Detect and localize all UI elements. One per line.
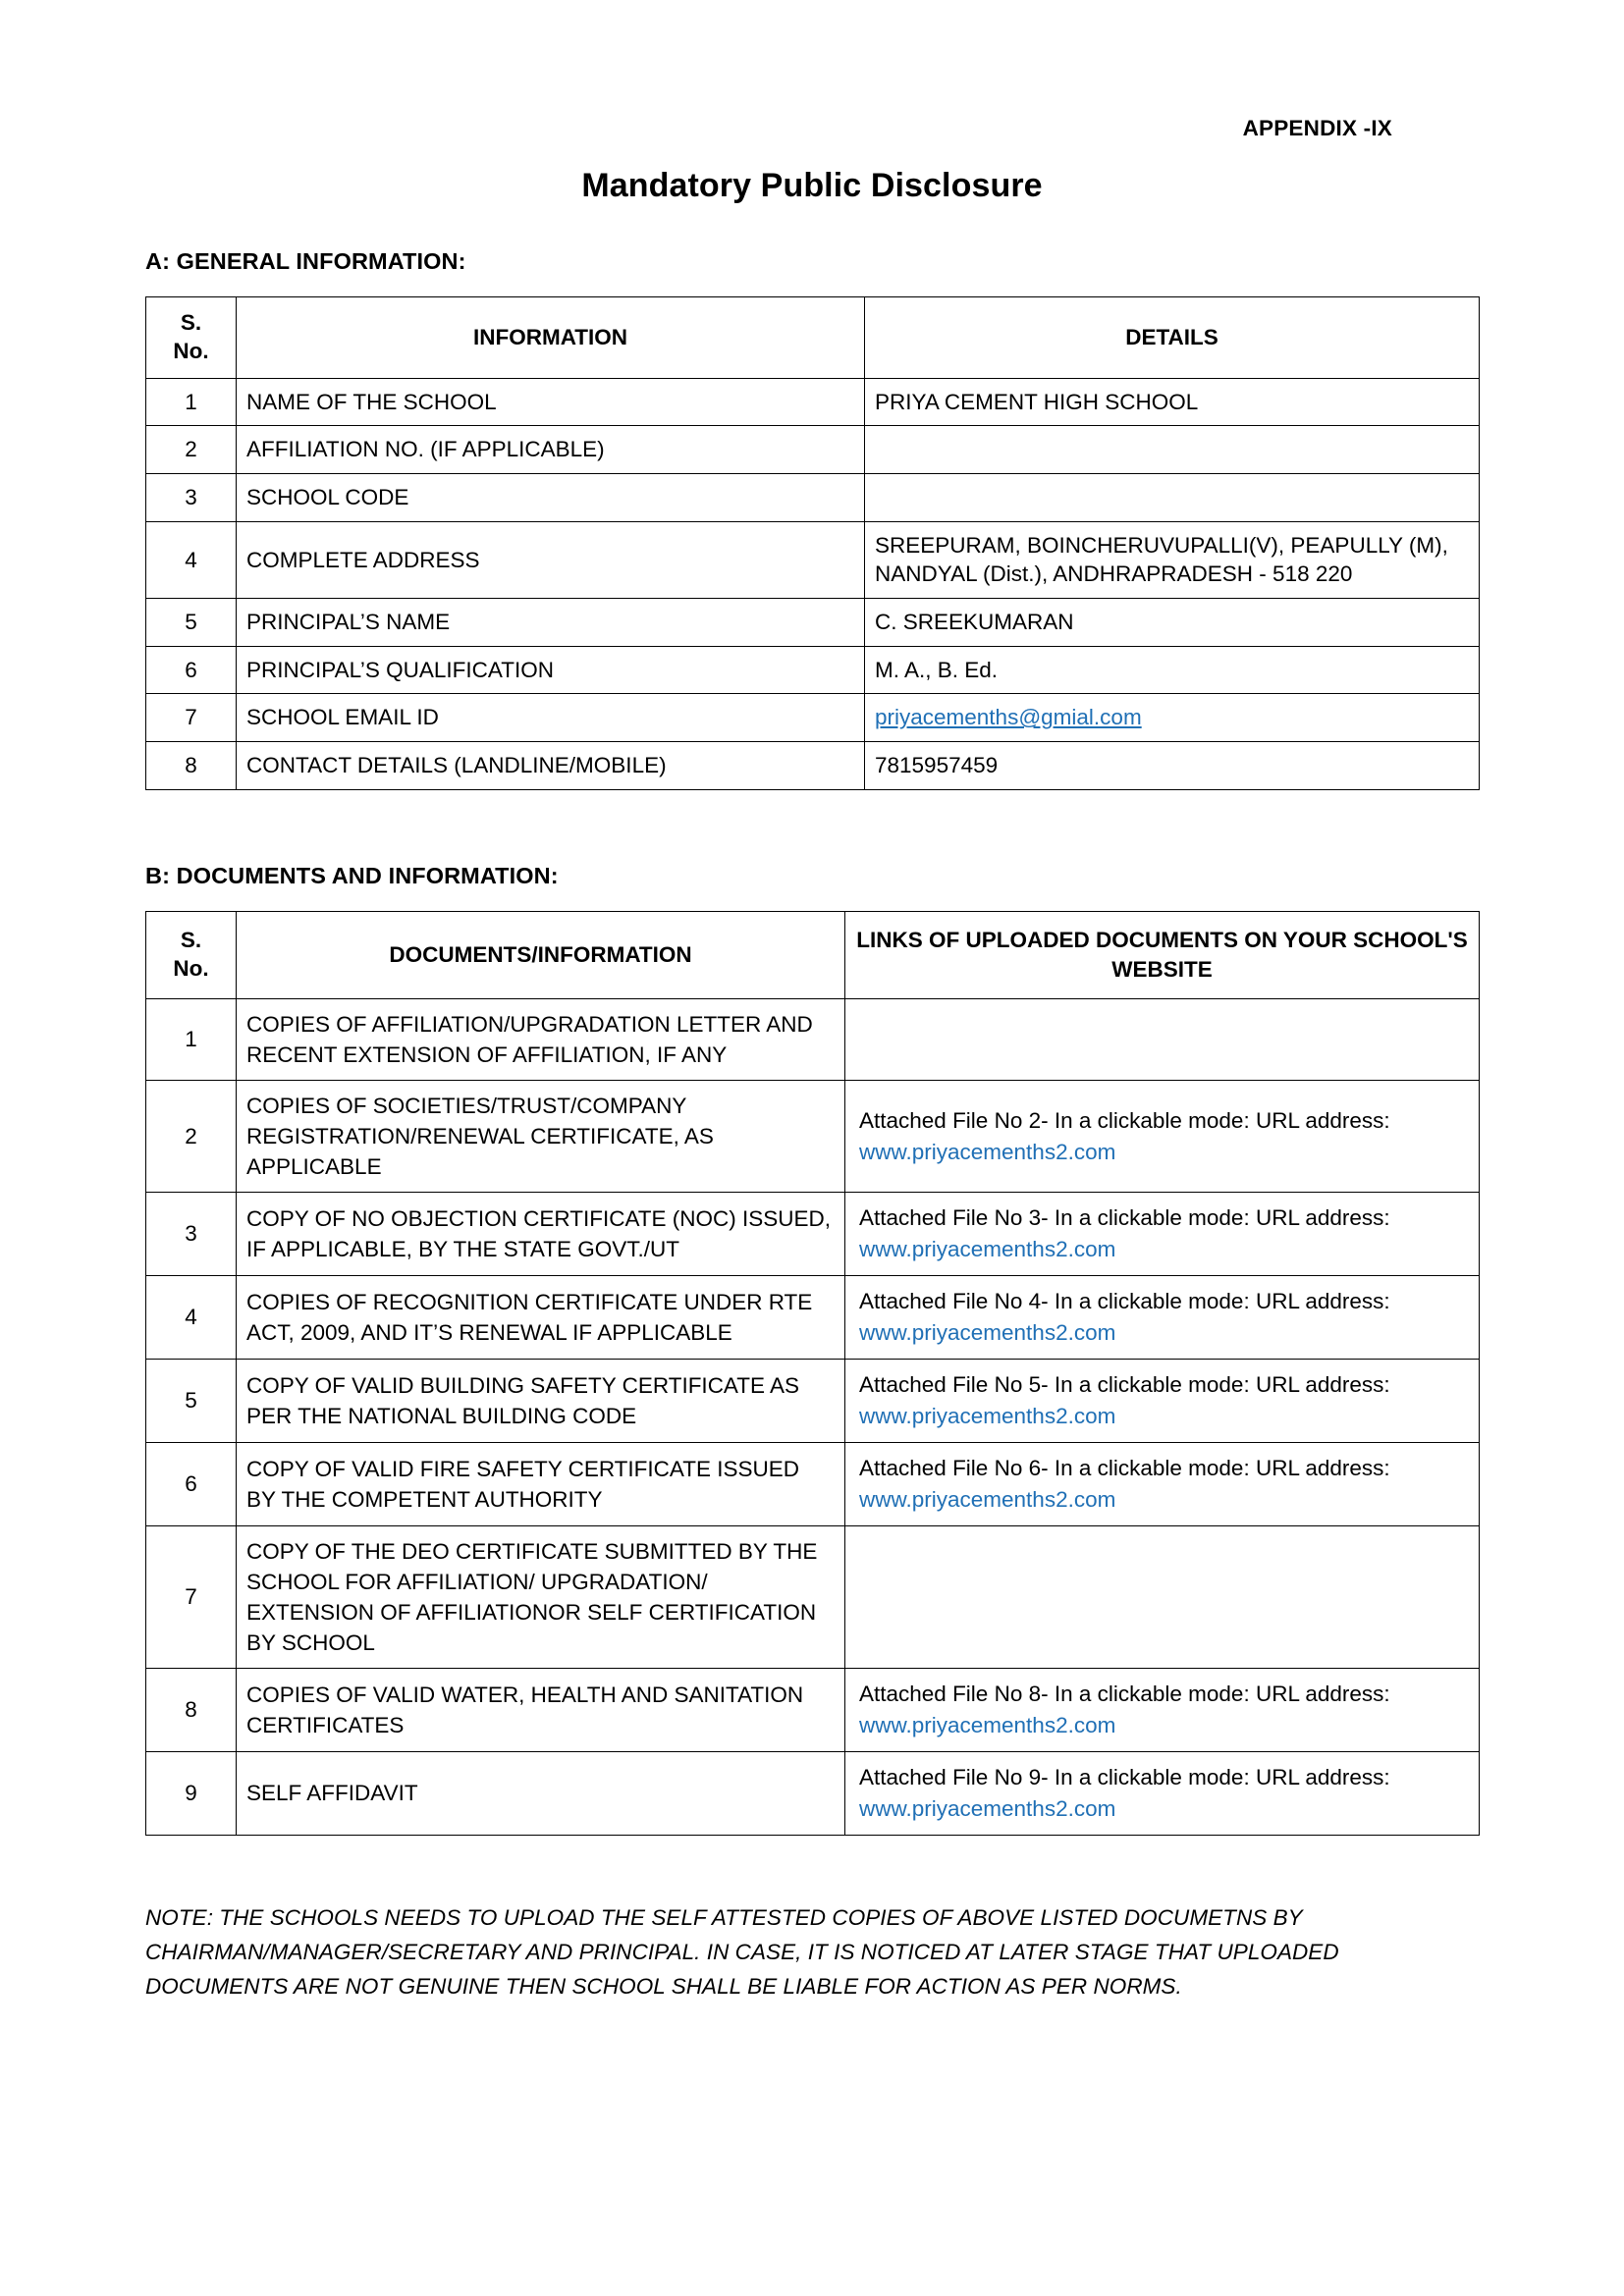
row-serial-number: 8 [146,742,237,790]
row-serial-number: 7 [146,1525,237,1668]
table-row [146,599,1480,647]
row-serial-number: 7 [146,694,237,742]
link-prefix-text: Attached File No 2- In a clickable mode: URL address: [859,1107,1390,1133]
column-header-details: DETAILS [865,297,1480,379]
documents-information-table [145,911,1480,1836]
row-uploaded-document-link [845,1442,1480,1525]
row-serial-number: 5 [146,1360,237,1443]
link-prefix-text: Attached File No 6- In a clickable mode: URL address: [859,1455,1390,1480]
document-url-link[interactable]: www.priyacemenths2.com [859,1712,1116,1737]
column-header-documents: DOCUMENTS/INFORMATION [237,911,845,998]
table-header-row [146,911,1480,998]
row-serial-number: 5 [146,599,237,647]
row-information: COMPLETE ADDRESS [237,521,865,598]
row-document-description: COPY OF NO OBJECTION CERTIFICATE (NOC) ISSUED, IF APPLICABLE, BY THE STATE GOVT./UT [237,1193,845,1276]
document-url-link[interactable]: www.priyacemenths2.com [859,1403,1116,1428]
row-document-description: COPY OF VALID BUILDING SAFETY CERTIFICATE AS PER THE NATIONAL BUILDING CODE [237,1360,845,1443]
row-serial-number: 3 [146,1193,237,1276]
document-url-link[interactable]: www.priyacemenths2.com [859,1486,1116,1512]
row-document-description: COPIES OF SOCIETIES/TRUST/COMPANY REGISTRATION/RENEWAL CERTIFICATE, AS APPLICABLE [237,1081,845,1193]
row-details [865,694,1480,742]
table-row [146,742,1480,790]
row-details [865,473,1480,521]
appendix-label: APPENDIX -IX [1242,116,1392,140]
link-prefix-text: Attached File No 3- In a clickable mode: URL address: [859,1205,1390,1231]
links-head-line1: LINKS OF UPLOADED DOCUMENTS ON YOUR [856,927,1347,952]
table-row [146,999,1480,1081]
row-serial-number: 3 [146,473,237,521]
row-document-description: SELF AFFIDAVIT [237,1751,845,1835]
document-url-link[interactable]: www.priyacemenths2.com [859,1320,1116,1346]
row-information: SCHOOL CODE [237,473,865,521]
table-row [146,473,1480,521]
table-row [146,426,1480,474]
table-row [146,1668,1480,1751]
table-header-row [146,297,1480,379]
documents-information-body [146,999,1480,1836]
row-information: NAME OF THE SCHOOL [237,378,865,426]
table-row [146,1525,1480,1668]
table-row [146,521,1480,598]
row-document-description: COPIES OF RECOGNITION CERTIFICATE UNDER RTE ACT, 2009, AND IT’S RENEWAL IF APPLICABLE [237,1276,845,1360]
row-details: M. A., B. Ed. [865,646,1480,694]
link-prefix-text: Attached File No 4- In a clickable mode: URL address: [859,1289,1390,1314]
row-serial-number: 9 [146,1751,237,1835]
column-header-information: INFORMATION [237,297,865,379]
row-document-description: COPIES OF AFFILIATION/UPGRADATION LETTER AND RECENT EXTENSION OF AFFILIATION, IF ANY [237,999,845,1081]
row-uploaded-document-link [845,1751,1480,1835]
row-document-description: COPY OF THE DEO CERTIFICATE SUBMITTED BY THE SCHOOL FOR AFFILIATION/ UPGRADATION/ EXTENSION OF AFFILIATIONOR SELF CERTIFICATION BY SCHOOL [237,1525,845,1668]
row-details: 7815957459 [865,742,1480,790]
note-text: NOTE: THE SCHOOLS NEEDS TO UPLOAD THE SELF ATTESTED COPIES OF ABOVE LISTED DOCUMETNS BY CHAIRMAN/MANAGER/SECRETARY AND PRINCIPAL. IN CASE, IT IS NOTICED AT LATER STAGE THAT UPLOADED DOCUMENTS ARE NOT GENUINE THEN SCHOOL SHALL BE LIABLE FOR ACTION AS PER NORMS. [145,1904,1339,1999]
row-serial-number: 4 [146,521,237,598]
table-row [146,378,1480,426]
row-uploaded-document-link [845,1525,1480,1668]
row-information: SCHOOL EMAIL ID [237,694,865,742]
link-prefix-text: Attached File No 5- In a clickable mode: URL address: [859,1372,1390,1398]
link-prefix-text: Attached File No 8- In a clickable mode: URL address: [859,1681,1390,1706]
row-uploaded-document-link [845,1668,1480,1751]
row-uploaded-document-link [845,1193,1480,1276]
links-head-line2: SCHOOL'S WEBSITE [1111,927,1468,982]
sno-head-line1: S. [180,310,202,335]
page-title: Mandatory Public Disclosure [581,167,1043,204]
row-details: SREEPURAM, BOINCHERUVUPALLI(V), PEAPULLY (M), NANDYAL (Dist.), ANDHRAPRADESH - 518 220 [865,521,1480,598]
row-uploaded-document-link [845,1360,1480,1443]
table-row [146,646,1480,694]
row-information: PRINCIPAL’S NAME [237,599,865,647]
general-information-table [145,296,1480,790]
row-serial-number: 1 [146,999,237,1081]
section-b-heading: B: DOCUMENTS AND INFORMATION: [145,862,559,888]
row-document-description: COPY OF VALID FIRE SAFETY CERTIFICATE ISSUED BY THE COMPETENT AUTHORITY [237,1442,845,1525]
row-serial-number: 6 [146,1442,237,1525]
general-information-body [146,378,1480,789]
row-information: PRINCIPAL’S QUALIFICATION [237,646,865,694]
row-serial-number: 6 [146,646,237,694]
table-row [146,694,1480,742]
table-row [146,1276,1480,1360]
table-row [146,1360,1480,1443]
section-a-heading: A: GENERAL INFORMATION: [145,248,466,274]
row-uploaded-document-link [845,1081,1480,1193]
row-details [865,426,1480,474]
table-row [146,1193,1480,1276]
table-row [146,1081,1480,1193]
document-url-link[interactable]: www.priyacemenths2.com [859,1237,1116,1262]
row-details: PRIYA CEMENT HIGH SCHOOL [865,378,1480,426]
row-serial-number: 1 [146,378,237,426]
table-row [146,1442,1480,1525]
table-row [146,1751,1480,1835]
row-uploaded-document-link [845,999,1480,1081]
column-header-links [845,911,1480,998]
document-url-link[interactable]: www.priyacemenths2.com [859,1795,1116,1821]
row-information: CONTACT DETAILS (LANDLINE/MOBILE) [237,742,865,790]
row-serial-number: 4 [146,1276,237,1360]
row-serial-number: 2 [146,1081,237,1193]
sno-head-line2: No. [173,338,209,363]
row-information: AFFILIATION NO. (IF APPLICABLE) [237,426,865,474]
row-serial-number: 8 [146,1668,237,1751]
row-document-description: COPIES OF VALID WATER, HEALTH AND SANITATION CERTIFICATES [237,1668,845,1751]
row-details: C. SREEKUMARAN [865,599,1480,647]
column-header-sno [146,911,237,998]
row-uploaded-document-link [845,1276,1480,1360]
school-email-link[interactable]: priyacemenths@gmial.com [875,705,1142,730]
link-prefix-text: Attached File No 9- In a clickable mode: URL address: [859,1764,1390,1789]
column-header-sno [146,297,237,379]
document-url-link[interactable]: www.priyacemenths2.com [859,1139,1116,1164]
sno-head-line1: S. [180,928,202,953]
sno-head-line2: No. [173,955,209,981]
row-serial-number: 2 [146,426,237,474]
